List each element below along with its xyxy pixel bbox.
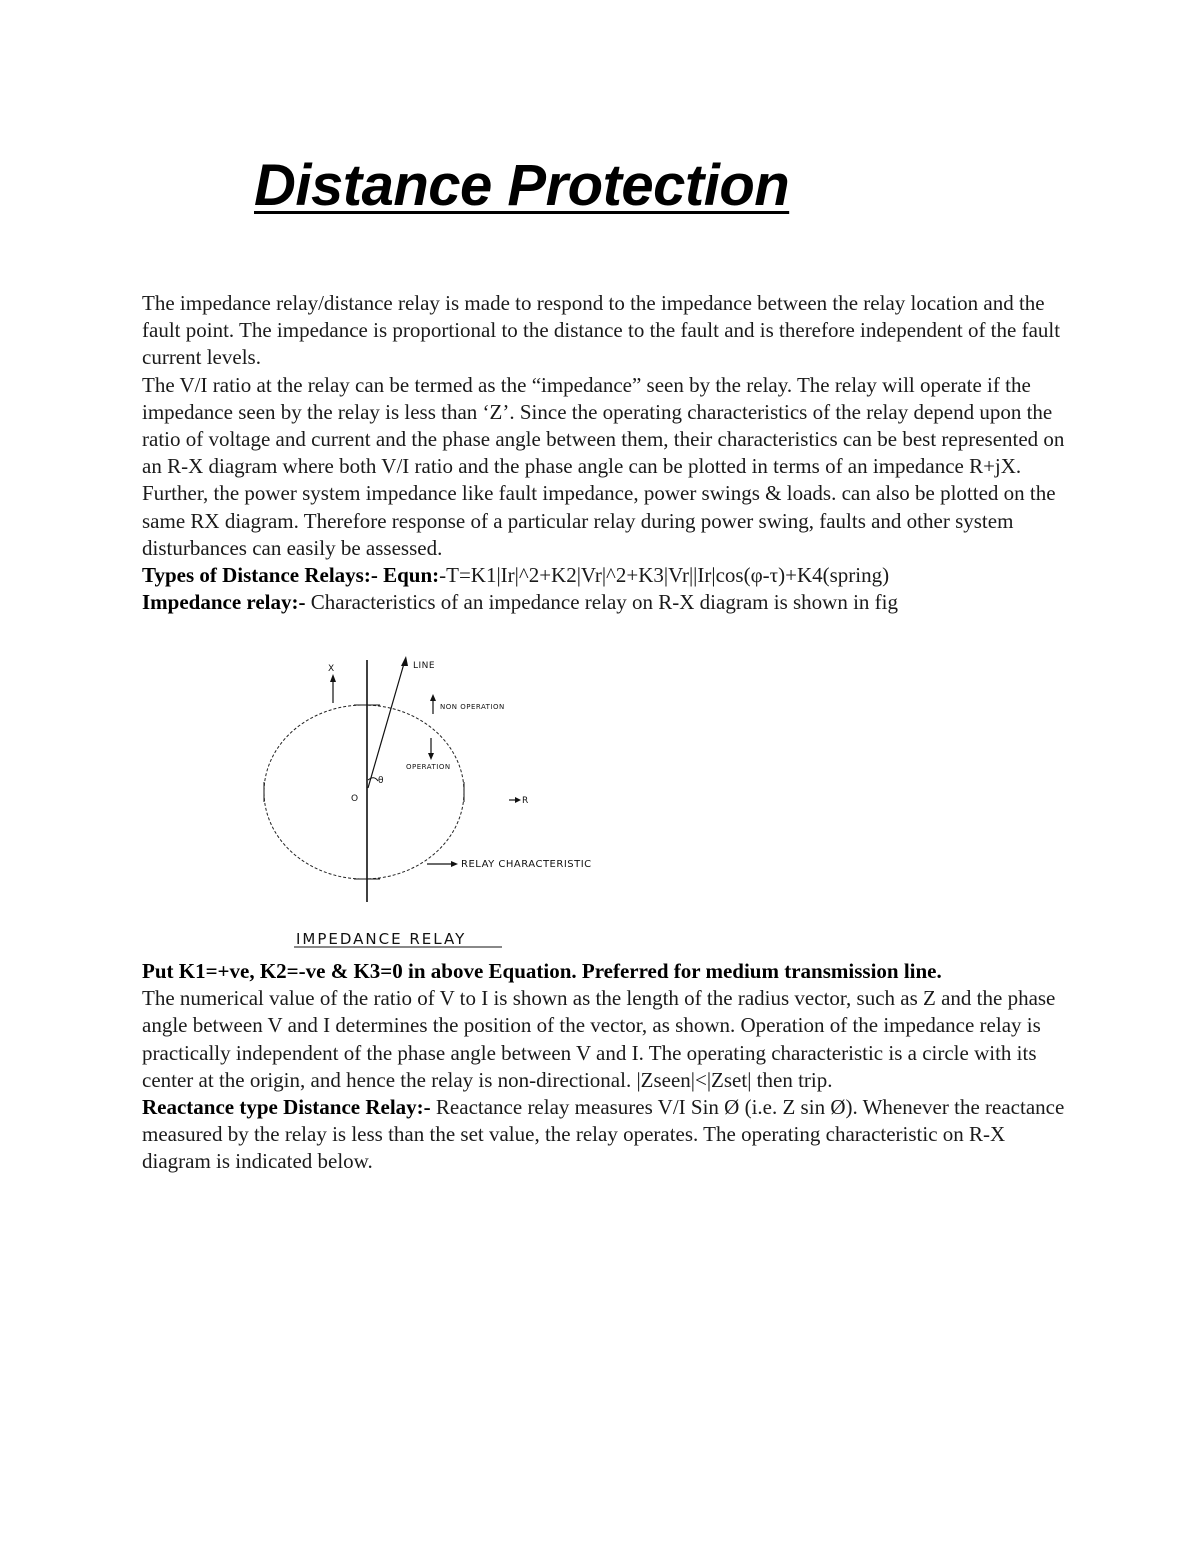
angle-arc <box>368 778 378 781</box>
paragraph-types <box>142 562 1072 589</box>
non-operation-label: NON OPERATION <box>440 703 505 711</box>
paragraph-vi-ratio: The V/I ratio at the relay can be termed as the “impedance” seen by the relay. The relay will operate if the impedance seen by the relay is less than ‘Z’. Since the operating characteristics of the relay depend upon the ratio of voltage and current and the phase angle between them, their characteristics can be best represented on an R-X diagram where both V/I ratio and the phase angle can be plotted in terms of an impedance R+jX. Further, the power system impedance like fault impedance, power swings & loads. can also be plotted on the same RX diagram. Therefore response of a particular relay during power swing, faults and other system disturbances can easily be assessed. <box>142 372 1065 560</box>
paragraph-impedance-relay <box>142 589 1072 616</box>
put-k-bold: Put K1=+ve, K2=-ve & K3=0 in above Equation. Preferred for medium transmission line. <box>142 959 942 983</box>
x-axis-label: X <box>328 664 335 674</box>
body-text-top <box>142 290 1072 616</box>
figure-caption: IMPEDANCE RELAY <box>296 930 467 948</box>
reactance-heading: Reactance type Distance Relay:- <box>142 1095 431 1120</box>
angle-label: θ <box>378 776 385 786</box>
impedance-heading: Impedance relay:- <box>142 590 306 615</box>
reactance-text: Reactance relay measures V/I Sin Ø (i.e. Z sin Ø). Whenever the reactance measured by the relay is less than the set value, the relay operates. The operating characteristic on R-X diagram is indicated below. <box>142 1095 1065 1174</box>
relay-characteristic-circle <box>264 705 464 879</box>
relay-characteristic-label: RELAY CHARACTERISTIC <box>461 859 592 870</box>
paragraph-reactance <box>142 1094 1072 1176</box>
paragraph-radius-vector: The numerical value of the ratio of V to I is shown as the length of the radius vector, such as Z and the phase angle between V and I determines the position of the vector, as shown. Operation of the impedance relay is practically independent of the phase angle between V and I. The operating characteristic is a circle with its center at the origin, and hence the relay is non-directional. |Zseen|<|Zset| then trip. <box>142 986 1056 1092</box>
line-label: LINE <box>413 661 436 671</box>
operation-label: OPERATION <box>406 763 451 771</box>
r-axis-label: R <box>522 796 529 806</box>
impedance-text: Characteristics of an impedance relay on R-X diagram is shown in fig <box>305 590 898 615</box>
page-title: Distance Protection <box>254 153 790 218</box>
line-arrow-icon <box>401 656 408 666</box>
paragraph-put-k <box>142 958 1072 985</box>
types-heading: Types of Distance Relays:- Equn: <box>142 563 440 588</box>
non-operation-arrow-icon <box>430 694 436 701</box>
line-vector <box>368 660 405 788</box>
origin-label: O <box>351 794 359 804</box>
paragraph-intro: The impedance relay/distance relay is made to respond to the impedance between the relay location and the fault point. The impedance is proportional to the distance to the fault and is therefore independent of the fault current levels. <box>142 291 1061 370</box>
characteristic-arrow-icon <box>451 861 458 867</box>
impedance-relay-figure <box>250 648 640 953</box>
x-arrow-icon <box>330 674 336 682</box>
types-equation: -T=K1|Ir|^2+K2|Vr|^2+K3|Vr||Ir|cos(φ-τ)+K4(spring) <box>439 563 890 588</box>
r-arrow-icon <box>515 797 521 803</box>
body-text-bottom <box>142 958 1072 1176</box>
operation-arrow-icon <box>428 753 434 760</box>
